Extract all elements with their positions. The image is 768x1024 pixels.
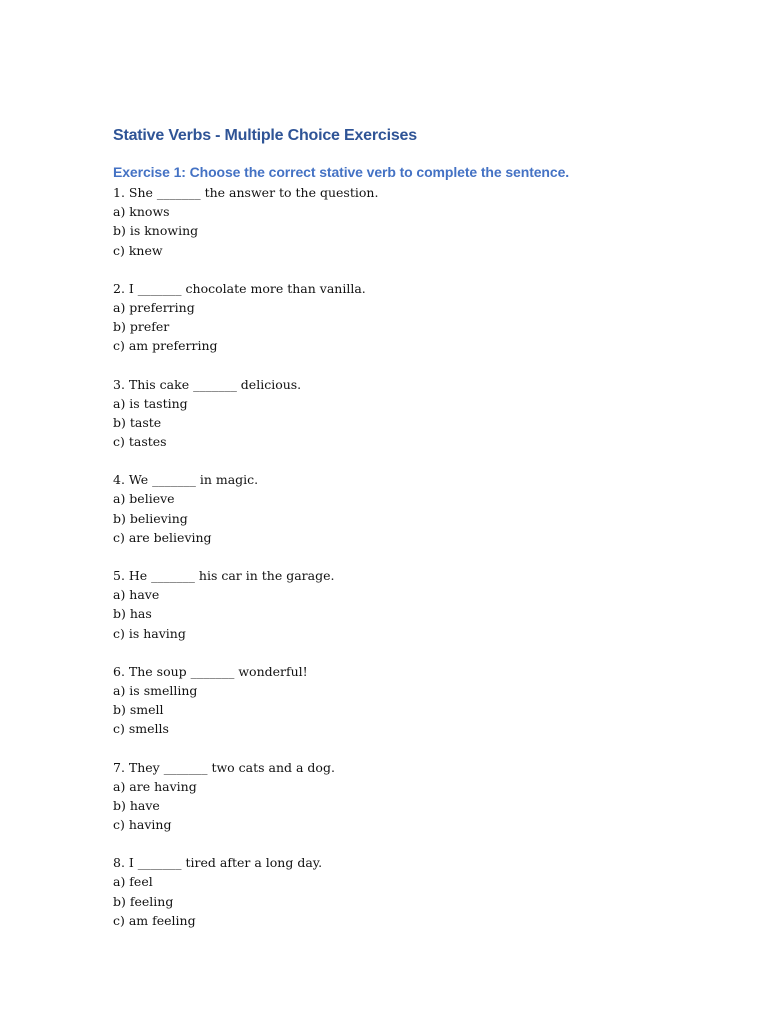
answer-option: c) tastes	[113, 434, 167, 450]
question-item	[113, 470, 713, 547]
answer-option: b) have	[113, 797, 160, 813]
answer-option: a) believe	[113, 491, 175, 507]
page-title: Stative Verbs - Multiple Choice Exercises	[113, 127, 417, 144]
question-list	[113, 183, 713, 930]
answer-option: b) has	[113, 606, 152, 622]
question-item	[113, 662, 713, 739]
answer-option: b) is knowing	[113, 223, 199, 239]
answer-option: b) smell	[113, 702, 164, 718]
question-prompt: 3. This cake _______ delicious.	[113, 376, 302, 392]
question-prompt: 4. We _______ in magic.	[113, 472, 259, 488]
answer-option: b) feeling	[113, 893, 174, 909]
answer-option: c) smells	[113, 721, 169, 737]
exercise-heading: Exercise 1: Choose the correct stative verb to complete the sentence.	[113, 164, 570, 180]
question-item	[113, 279, 713, 356]
question-prompt: 2. I _______ chocolate more than vanilla.	[113, 280, 366, 296]
question-prompt: 1. She _______ the answer to the question.	[113, 185, 379, 200]
question-item	[113, 183, 713, 260]
answer-option: b) believing	[113, 510, 188, 526]
answer-option: a) preferring	[113, 299, 195, 315]
question-item	[113, 375, 713, 452]
answer-option: a) is smelling	[113, 682, 198, 698]
answer-option: a) is tasting	[113, 395, 188, 411]
answer-option: a) are having	[113, 778, 197, 794]
question-prompt: 5. He _______ his car in the garage.	[113, 568, 335, 583]
question-prompt: 8. I _______ tired after a long day.	[113, 855, 323, 871]
answer-option: c) knew	[113, 242, 163, 258]
answer-option: a) knows	[113, 204, 170, 220]
answer-option: c) am feeling	[113, 912, 196, 928]
answer-option: b) taste	[113, 414, 162, 430]
answer-option: b) prefer	[113, 319, 170, 335]
answer-option: c) am preferring	[113, 338, 218, 354]
answer-option: c) are believing	[113, 529, 212, 545]
question-prompt: 7. They _______ two cats and a dog.	[113, 759, 335, 775]
document-content	[113, 124, 713, 949]
question-prompt: 6. The soup _______ wonderful!	[113, 663, 308, 679]
answer-option: c) having	[113, 817, 172, 833]
question-item	[113, 566, 713, 643]
answer-option: a) feel	[113, 874, 153, 890]
answer-option: c) is having	[113, 625, 186, 641]
answer-option: a) have	[113, 587, 160, 603]
question-item	[113, 853, 713, 930]
question-item	[113, 758, 713, 835]
